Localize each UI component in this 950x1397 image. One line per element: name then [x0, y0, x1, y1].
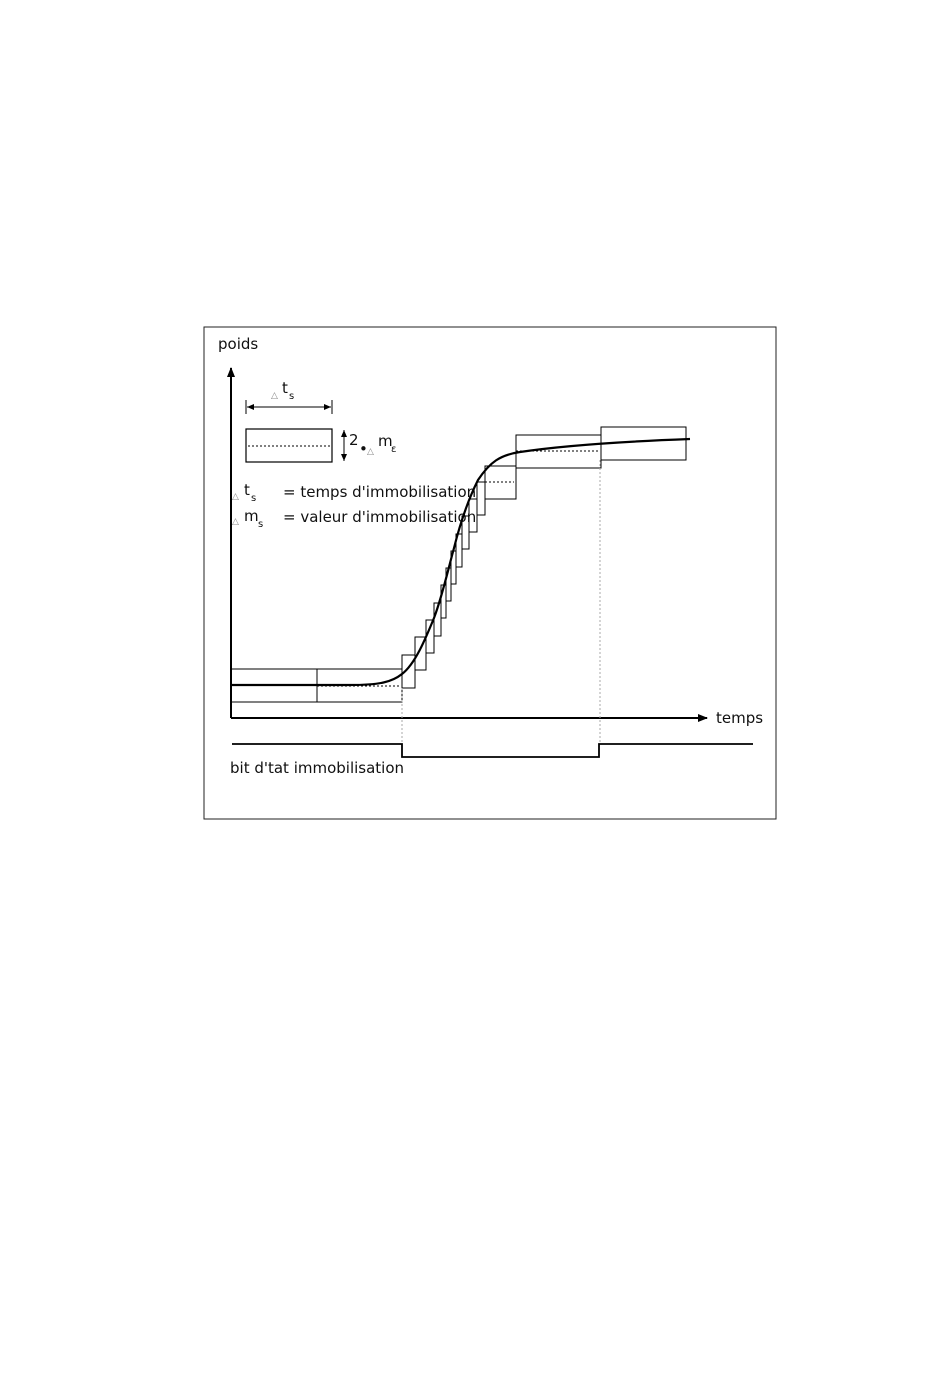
delta-icon: △ [271, 391, 278, 401]
legend-ms-box: m [378, 432, 393, 450]
delta-icon: △ [367, 447, 374, 457]
legend-ts-definition: = temps d'immobilisation [283, 483, 477, 501]
legend-height-prefix: 2 [349, 431, 359, 449]
legend-tolerance-box [246, 429, 396, 462]
window-box [477, 482, 485, 515]
x-axis-label: temps [716, 709, 764, 727]
legend-ts-dimension [246, 379, 332, 414]
legend-ts-subscript: s [251, 493, 257, 504]
state-signal [232, 744, 753, 757]
legend-definitions [232, 481, 476, 530]
legend-ms-subscript: s [258, 519, 264, 530]
delta-icon: △ [232, 517, 239, 527]
legend-ts-top-sub: s [289, 391, 295, 402]
tolerance-windows [231, 427, 686, 702]
legend-ms-symbol: m [244, 507, 259, 525]
legend-ts-top: t [282, 379, 288, 397]
state-label: bit d'tat immobilisation [230, 759, 405, 777]
weight-curve [231, 439, 690, 685]
y-axis-label: poids [218, 335, 259, 353]
legend-ms-definition: = valeur d'immobilisation [283, 508, 477, 526]
legend-height-dot: • [359, 440, 368, 458]
legend-ms-box-sub: ε [391, 444, 397, 455]
legend-ts-symbol: t [244, 481, 250, 499]
delta-icon: △ [232, 492, 239, 502]
